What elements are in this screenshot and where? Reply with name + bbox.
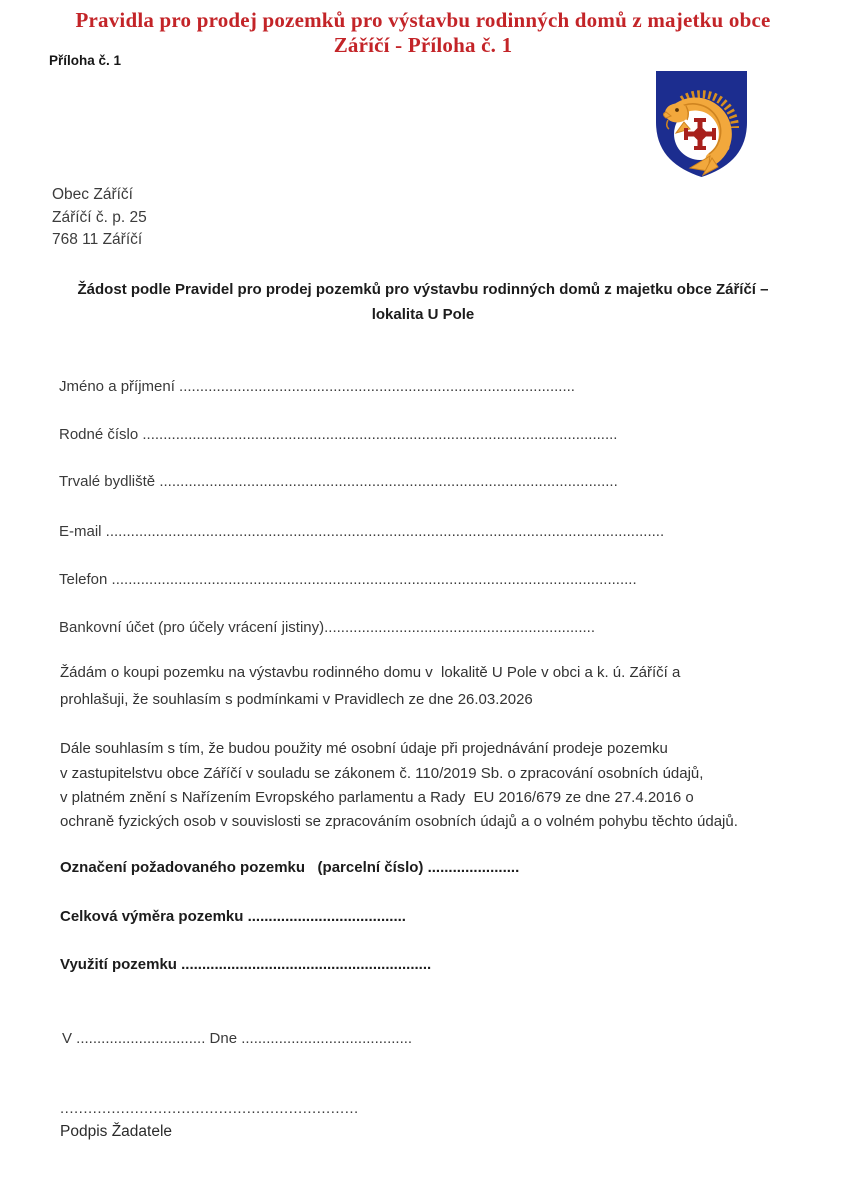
request-paragraph-line1: Žádám o koupi pozemku na výstavbu rodinného domu v lokalitě U Pole v obci a k. ú. Záříčí a <box>60 664 681 681</box>
field-line-email: E-mail ...................................................................................................................................... <box>59 523 665 540</box>
coat-of-arms <box>650 68 753 180</box>
place-date-line: V ............................... Dne ......................................... <box>62 1030 413 1047</box>
consent-paragraph-line2: v zastupitelstvu obce Záříčí v souladu se zákonem č. 110/2019 Sb. o zpracování osobních údajů, <box>60 765 704 782</box>
field-line-permanent-address: Trvalé bydliště .............................................................................................................. <box>59 473 618 490</box>
consent-paragraph-line4: ochraně fyzických osob v souvislosti se zpracováním osobních údajů a o volném pohybu těchto údajů. <box>60 813 738 830</box>
field-line-birth-number: Rodné číslo .................................................................................................................. <box>59 426 618 443</box>
signature-dotted-line: ................................................................ <box>60 1100 359 1117</box>
subject-heading-line1: Žádost podle Pravidel pro prodej pozemků pro výstavbu rodinných domů z majetku obce Záříčí – <box>77 281 769 298</box>
address-line-postal: 768 11 Záříčí <box>52 231 143 248</box>
attachment-label: Příloha č. 1 <box>49 53 122 68</box>
field-line-phone: Telefon .............................................................................................................................. <box>59 571 637 588</box>
subject-heading-line2: lokalita U Pole <box>371 306 475 323</box>
field-line-name: Jméno a příjmení ............................................................................................... <box>59 378 575 395</box>
field-line-total-area: Celková výměra pozemku ...................................... <box>60 908 406 925</box>
request-paragraph-line2: prohlašuji, že souhlasím s podmínkami v Pravidlech ze dne 26.03.2026 <box>60 691 533 708</box>
signature-label: Podpis Žadatele <box>60 1123 173 1140</box>
address-line-municipality: Obec Záříčí <box>52 186 133 203</box>
field-line-land-usage: Využití pozemku ............................................................ <box>60 956 432 973</box>
field-line-parcel-number: Označení požadovaného pozemku (parcelní číslo) ...................... <box>60 859 520 876</box>
document-title-line2: Záříčí - Příloha č. 1 <box>333 33 513 57</box>
address-line-street: Záříčí č. p. 25 <box>52 209 147 226</box>
consent-paragraph-line3: v platném znění s Nařízením Evropského parlamentu a Rady EU 2016/679 ze dne 27.4.2016 o <box>60 789 694 806</box>
consent-paragraph-line1: Dále souhlasím s tím, že budou použity mé osobní údaje při projednávání prodeje pozemku <box>60 740 668 757</box>
document-title-line1: Pravidla pro prodej pozemků pro výstavbu rodinných domů z majetku obce <box>75 8 771 32</box>
field-line-bank-account: Bankovní účet (pro účely vrácení jistiny)................................................................. <box>59 619 596 636</box>
fish-crest-icon <box>650 68 753 180</box>
